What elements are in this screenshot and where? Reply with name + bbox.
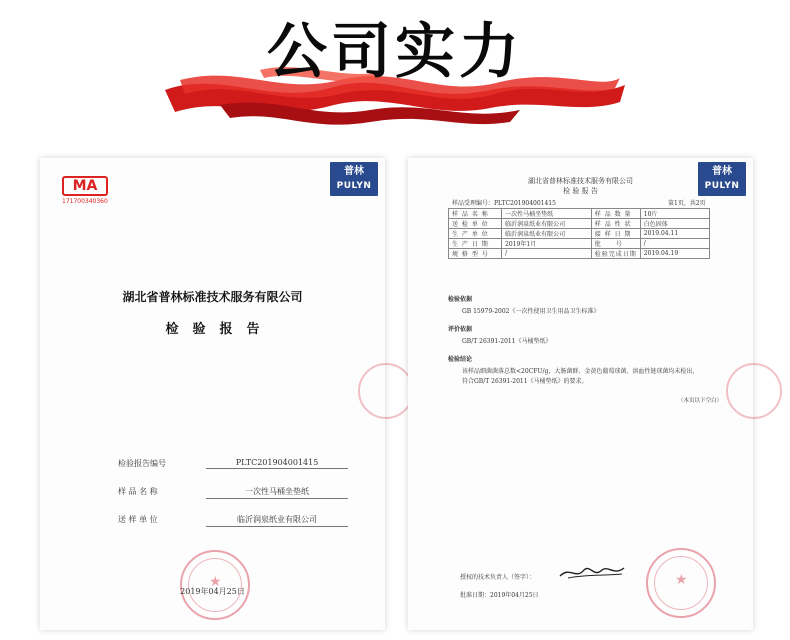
red-seal-stamp: ★ — [180, 550, 250, 620]
section-conclusion — [448, 354, 703, 387]
table-cell: 2019.04.19 — [640, 249, 709, 259]
report-company-name: 湖北省普林标准技术服务有限公司 — [528, 177, 633, 185]
table-cell: 临沂润泉纸业有限公司 — [502, 229, 592, 239]
table-cell: 白色固体 — [640, 219, 709, 229]
edge-seal-stamp — [726, 363, 782, 419]
red-seal-stamp: ★ — [646, 548, 716, 618]
cover-report-title: 检验报告 — [165, 322, 274, 337]
banner-title: 公司实力 — [267, 17, 523, 87]
banner — [0, 0, 790, 130]
table-cell: / — [502, 249, 592, 259]
edge-seal-stamp — [358, 363, 414, 419]
sample-info-table — [448, 208, 710, 259]
table-cell: 接 样 日 期 — [591, 229, 640, 239]
table-cell: 生 产 单 位 — [449, 229, 502, 239]
section-title: 检验结论 — [448, 356, 473, 363]
section-body: GB 15979-2002《一次性使用卫生用品卫生标准》 — [462, 308, 600, 315]
cover-company-name: 湖北省普林标准技术服务有限公司 — [122, 290, 303, 304]
table-cell: 送 检 单 位 — [449, 219, 502, 229]
table-cell: 批 号 — [591, 239, 640, 249]
cover-row-label: 送 样 单 位 — [118, 515, 158, 524]
section-test-basis — [448, 294, 703, 317]
table-row — [449, 209, 710, 219]
report-cover-page — [40, 158, 385, 630]
table-row — [449, 219, 710, 229]
blank-note: （本页以下空白） — [678, 398, 723, 404]
section-title: 评价依据 — [448, 326, 473, 333]
pulyn-badge — [330, 162, 378, 196]
section-title: 检验依据 — [448, 296, 473, 303]
table-cell: 样 品 名 称 — [449, 209, 502, 219]
signer-label: 授权的技术负责人（签字）： — [460, 574, 536, 581]
table-row — [449, 239, 710, 249]
pulyn-badge-en: PULYN — [704, 181, 740, 191]
table-cell: 规 格 型 号 — [449, 249, 502, 259]
table-cell: 生 产 日 期 — [449, 239, 502, 249]
table-cell: 临沂润泉纸业有限公司 — [502, 219, 592, 229]
page-indicator: 第1页，共2页 — [668, 200, 706, 207]
sample-accept-number: 样品受理编号：PLTC201904001415 — [452, 200, 556, 207]
pulyn-badge-cn: 普林 — [344, 166, 364, 177]
cover-row-value: 一次性马桶坐垫纸 — [206, 486, 348, 499]
cma-logo — [62, 176, 112, 205]
section-body: 该样品细菌菌落总数<20CFU/g，大肠菌群、金黄色葡萄球菌、溶血性链球菌均未检出，符合GB/T 26391-2011《马桶垫纸》的要求。 — [462, 368, 699, 385]
cma-number: 171700340360 — [62, 198, 108, 205]
cover-row-label: 样 品 名 称 — [118, 487, 158, 496]
cma-mark: MA — [62, 176, 108, 196]
report-title: 检 验 报 告 — [563, 187, 598, 195]
cover-date: 2019年04月25日 — [180, 587, 245, 596]
table-cell: / — [640, 239, 709, 249]
issue-date-label: 批准日期：2019年04月25日 — [460, 592, 539, 599]
section-body: GB/T 26391-2011《马桶垫纸》 — [462, 338, 552, 345]
cover-row-label: 检验报告编号 — [118, 459, 166, 468]
table-row — [449, 249, 710, 259]
table-row — [449, 229, 710, 239]
cover-row-value: 临沂润泉纸业有限公司 — [206, 514, 348, 527]
table-cell: 10片 — [640, 209, 709, 219]
signature-graphic — [558, 562, 628, 582]
table-cell: 一次性马桶坐垫纸 — [502, 209, 592, 219]
table-cell: 2019年1月 — [502, 239, 592, 249]
table-cell: 检验完成日期 — [591, 249, 640, 259]
table-cell: 2019.04.11 — [640, 229, 709, 239]
table-cell: 样 品 性 状 — [591, 219, 640, 229]
report-detail-page — [408, 158, 753, 630]
table-cell: 样 品 数 量 — [591, 209, 640, 219]
section-evaluation-basis — [448, 324, 703, 347]
cover-row-value: PLTC201904001415 — [206, 458, 348, 469]
pulyn-badge-en: PULYN — [336, 181, 372, 191]
pulyn-badge-cn: 普林 — [712, 166, 732, 177]
